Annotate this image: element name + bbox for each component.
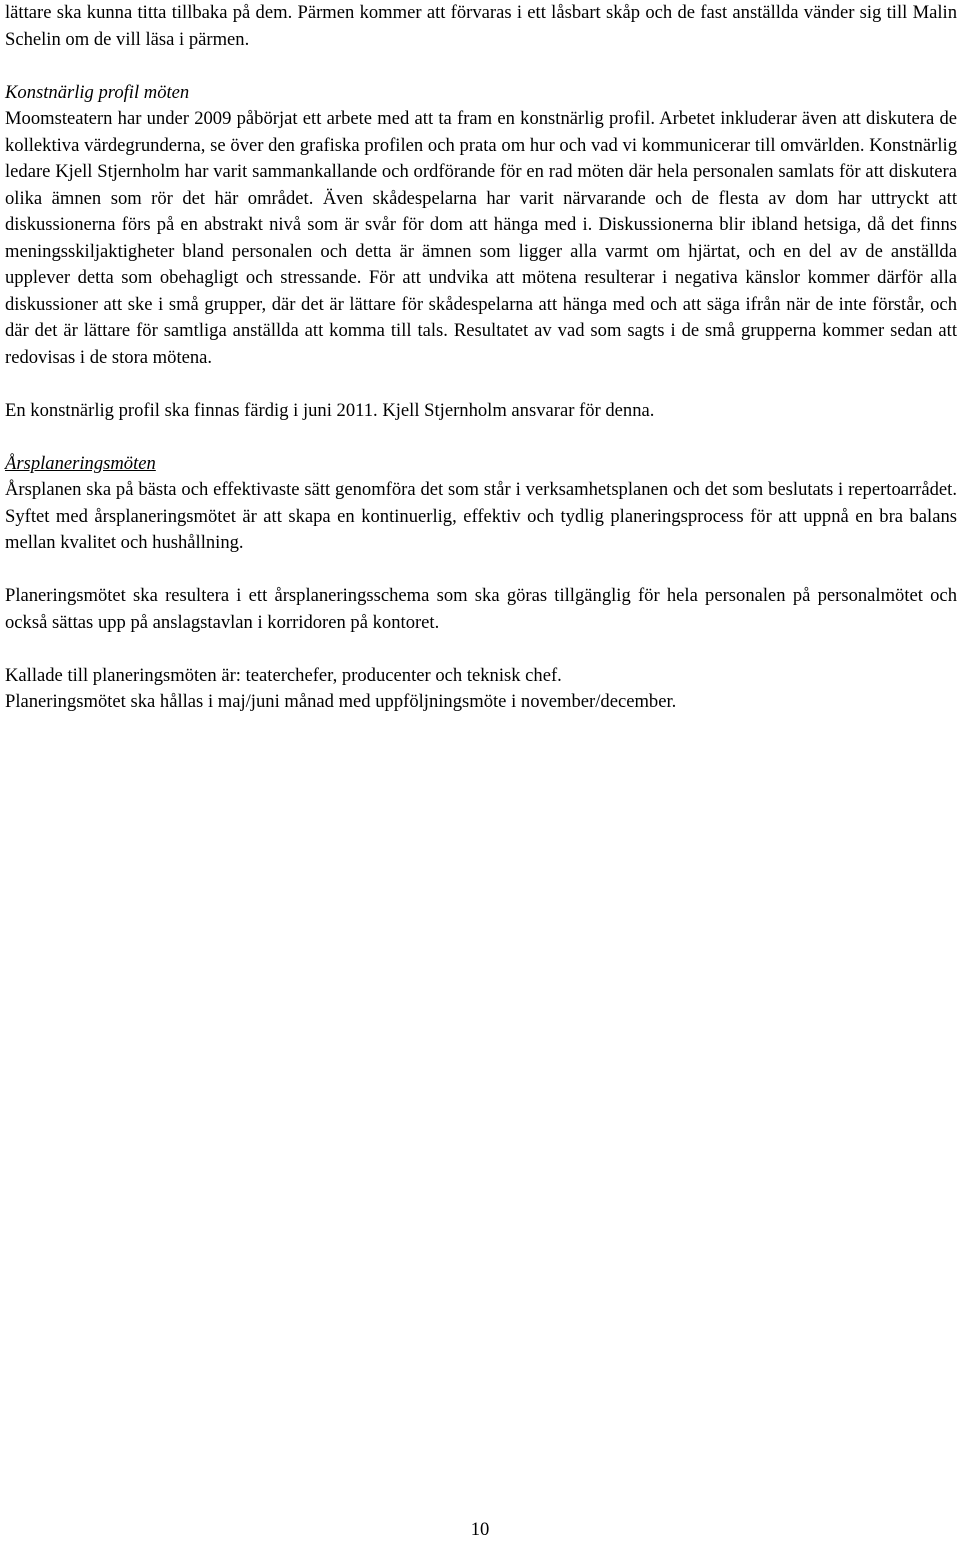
spacer [5, 557, 957, 584]
spacer [5, 424, 957, 451]
document-page [5, 0, 957, 716]
artistic-profile-paragraph: Moomsteatern har under 2009 påbörjat ett arbete med att ta fram en konstnärlig profil. Arbetet inkluderar även att diskutera de kollektiva värdegrunderna, se över den grafiska profilen och prata om hur och vad vi kommunicerar till omvärlden. Konstnärlig ledare Kjell Stjernholm har varit sammankallande och ordförande för en rad möten där hela personalen samlats för att diskutera olika ämnen som rör det här området. Även skådespelarna har varit närvarande och de flesta av dom har uttryckt att diskussionerna förs på en abstrakt nivå som är svår för dom att hänga med i. Diskussionerna blir ibland hetsiga, då det finns meningsskiljaktigheter bland personalen och detta är ämnen som ligger alla varmt om hjärtat, och en del av de anställda upplever detta som obehagligt och stressande. För att undvika att mötena resulterar i negativa känslor kommer därför alla diskussioner att ske i små grupper, där det är lättare för skådespelarna att hänga med och att säga ifrån när de inte förstår, och där det är lättare för samtliga anställda att komma till tals. Resultatet av vad som sagts i de små grupperna kommer sedan att redovisas i de stora mötena. [5, 108, 957, 368]
spacer [5, 636, 957, 663]
annual-planning-paragraph: Årsplanen ska på bästa och effektivaste sätt genomföra det som står i verksamhetsplanen och det som beslutats i repertoarrådet. Syftet med årsplaneringsmötet är att skapa en kontinuerlig, effektiv och tydlig planeringsprocess för att uppnå en bra balans mellan kvalitet och hushållning. [5, 479, 957, 553]
section-heading-artistic-profile: Konstnärlig profil möten [5, 81, 190, 103]
page-number: 10 [470, 1519, 490, 1540]
spacer [5, 371, 957, 398]
artistic-profile-closing: En konstnärlig profil ska finnas färdig i juni 2011. Kjell Stjernholm ansvarar för denna. [5, 399, 655, 421]
section-heading-annual-planning: Årsplaneringsmöten [5, 452, 156, 474]
meeting-timing-line: Planeringsmötet ska hållas i maj/juni månad med uppföljningsmöte i november/december. [5, 691, 677, 712]
intro-paragraph: lättare ska kunna titta tillbaka på dem. Pärmen kommer att förvaras i ett låsbart skåp och de fast anställda vänder sig till Malin Schelin om de vill läsa i pärmen. [5, 2, 957, 50]
planning-schedule-paragraph: Planeringsmötet ska resultera i ett årsplaneringsschema som ska göras tillgänglig för hela personalen på personalmötet och också sättas upp på anslagstavlan i korridoren på kontoret. [5, 585, 957, 633]
invitees-line: Kallade till planeringsmöten är: teaterchefer, producenter och teknisk chef. [5, 664, 562, 686]
spacer [5, 53, 957, 80]
